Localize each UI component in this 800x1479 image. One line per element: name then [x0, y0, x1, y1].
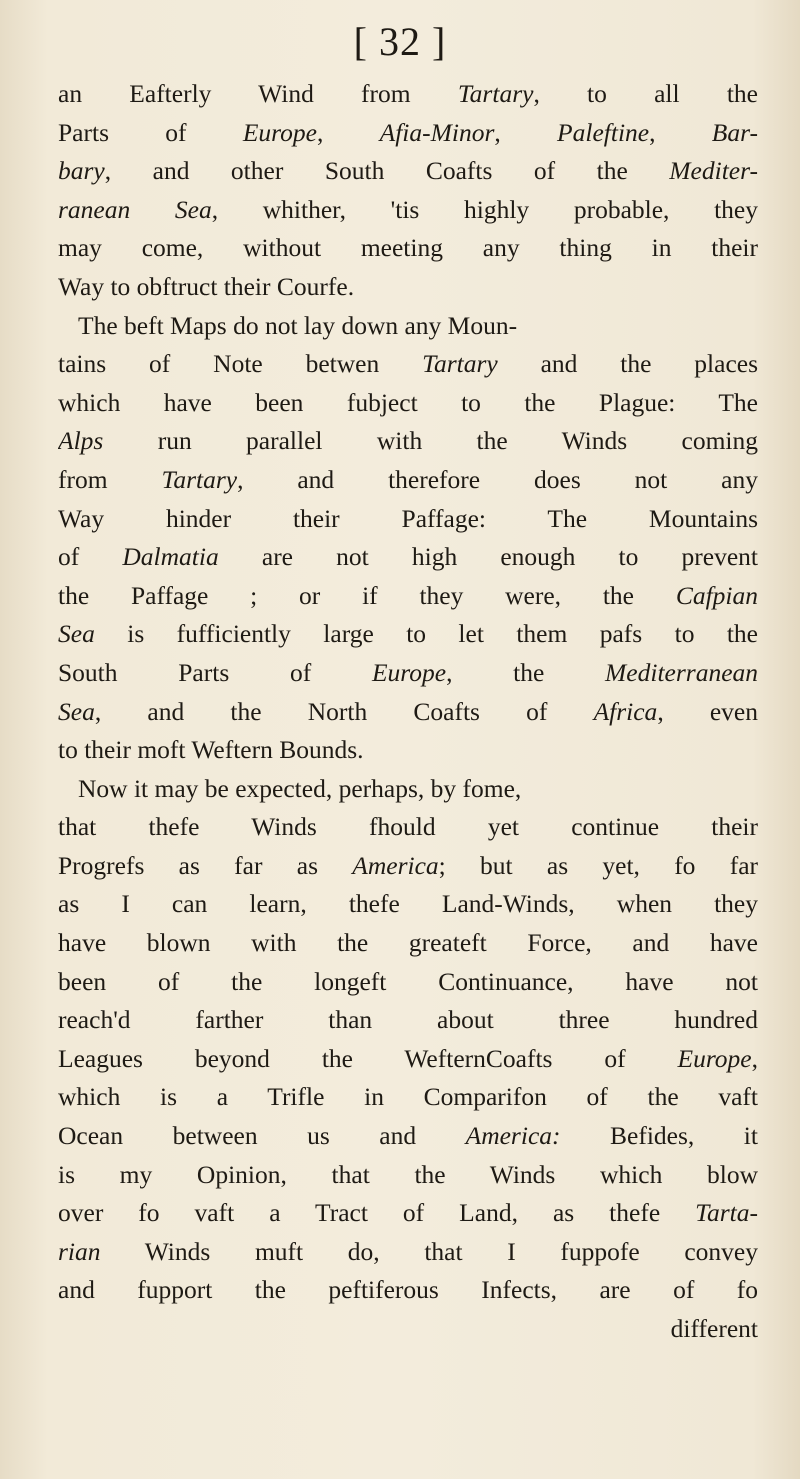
text-segment: Ocean between us and	[58, 1121, 466, 1151]
text-segment: that thefe Winds fhould yet continue their	[58, 812, 758, 842]
text-line	[58, 615, 758, 654]
text-line	[58, 1040, 758, 1079]
italic-text: Europe	[677, 1043, 752, 1073]
text-line	[58, 461, 758, 500]
text-line	[58, 1233, 758, 1272]
text-segment: , the	[446, 657, 606, 687]
text-segment: , to all the	[533, 79, 758, 108]
text-segment: the Paffage ; or if they were, the	[58, 580, 676, 610]
text-segment: , and other South Coafts of the	[104, 156, 670, 186]
text-segment: may come, without meeting any thing in their	[58, 233, 758, 263]
text-segment: an Eafterly Wind from	[58, 79, 458, 108]
text-segment: ,	[494, 117, 558, 147]
text-line	[58, 924, 758, 963]
body-text	[58, 75, 758, 1349]
italic-text: Europe	[242, 117, 317, 147]
text-segment: ,	[316, 117, 380, 147]
text-line	[58, 114, 758, 153]
text-line	[58, 1117, 758, 1156]
text-segment: The beft Maps do not lay down any Moun-	[78, 310, 518, 340]
text-segment: as I can learn, thefe Land-Winds, when they	[58, 889, 758, 919]
text-line	[58, 500, 758, 539]
text-line	[58, 229, 758, 268]
text-segment: Now it may be expected, perhaps, by fome,	[78, 773, 522, 803]
page-number-header: [ 32 ]	[353, 19, 447, 64]
text-line	[58, 847, 758, 886]
text-segment: which have been fubject to the Plague: The	[58, 387, 758, 417]
text-segment: over fo vaft a Tract of Land, as thefe	[58, 1198, 696, 1228]
italic-text: Tartary	[161, 464, 238, 494]
text-segment: is fufficiently large to let them pafs to the	[94, 619, 758, 649]
text-segment: ,	[751, 1043, 758, 1073]
text-line	[58, 268, 758, 307]
text-line	[58, 422, 758, 461]
text-line	[58, 693, 758, 732]
text-segment: to their moft Weftern Bounds.	[58, 735, 364, 765]
text-segment: , even	[657, 696, 758, 726]
italic-text: Dalmatia	[122, 542, 219, 572]
text-line	[58, 885, 758, 924]
text-segment: different	[670, 1314, 758, 1343]
text-segment: are not high enough to prevent	[218, 542, 758, 572]
italic-text: ranean Sea	[58, 194, 212, 224]
text-line	[58, 1156, 758, 1195]
italic-text: America:	[465, 1121, 561, 1151]
italic-text: Africa	[593, 696, 658, 726]
italic-text: Tartary	[457, 79, 534, 108]
text-segment: South Parts of	[58, 657, 372, 687]
text-segment: , and therefore does not any	[237, 464, 758, 494]
text-segment: ; but as yet, fo far	[438, 850, 758, 880]
italic-text: bary	[58, 156, 105, 186]
text-segment: been of the longeft Continuance, have not	[58, 966, 758, 996]
text-segment: from	[58, 464, 162, 494]
text-line	[58, 1271, 758, 1310]
text-line	[58, 152, 758, 191]
text-line	[58, 538, 758, 577]
italic-text: Mediterranean	[605, 657, 758, 687]
text-segment: Befides, it	[560, 1121, 758, 1151]
text-line	[58, 191, 758, 230]
text-segment: run parallel with the Winds coming	[103, 426, 758, 456]
text-line	[58, 1078, 758, 1117]
text-line	[58, 770, 758, 809]
italic-text: Alps	[58, 426, 104, 456]
italic-text: Europe	[371, 657, 447, 687]
italic-text: Afia-Minor	[379, 117, 495, 147]
text-segment: tains of Note betwen	[58, 349, 423, 379]
text-line	[58, 1194, 758, 1233]
italic-text: Sea	[58, 696, 95, 726]
text-segment: Leagues beyond the WefternCoafts of	[58, 1043, 678, 1073]
text-segment: which is a Trifle in Comparifon of the vaft	[58, 1082, 758, 1112]
text-segment: have blown with the greateft Force, and have	[58, 928, 758, 958]
italic-text: rian	[58, 1236, 101, 1266]
text-segment: Parts of	[58, 117, 243, 147]
text-line	[58, 345, 758, 384]
text-line	[58, 307, 758, 346]
text-line	[58, 654, 758, 693]
text-segment: is my Opinion, that the Winds which blow	[58, 1159, 758, 1189]
italic-text: Paleftine	[557, 117, 650, 147]
text-segment: reach'd farther than about three hundred	[58, 1005, 758, 1035]
text-segment: Way hinder their Paffage: The Mountains	[58, 503, 758, 533]
text-segment: and the places	[497, 349, 758, 379]
italic-text: Cafpian	[675, 580, 758, 610]
text-segment: of	[58, 542, 123, 572]
text-segment: Way to obftruct their Courfe.	[58, 271, 355, 301]
text-line	[58, 963, 758, 1002]
italic-text: Sea	[58, 619, 95, 649]
text-line	[58, 731, 758, 770]
text-line	[58, 75, 758, 114]
text-line	[58, 577, 758, 616]
italic-text: Tarta-	[695, 1198, 758, 1228]
text-segment: , whither, 'tis highly probable, they	[211, 194, 758, 224]
text-line	[58, 384, 758, 423]
italic-text: Bar-	[711, 117, 758, 147]
italic-text: Tartary	[422, 349, 498, 379]
text-line	[58, 1001, 758, 1040]
text-segment: Winds muft do, that I fuppofe convey	[100, 1236, 758, 1266]
italic-text: America	[352, 850, 439, 880]
text-segment: Progrefs as far as	[58, 850, 353, 880]
text-segment: ,	[649, 117, 712, 147]
text-line	[58, 808, 758, 847]
italic-text: Mediter-	[669, 156, 758, 186]
text-segment: , and the North Coafts of	[94, 696, 594, 726]
text-segment: and fupport the peftiferous Infects, are of fo	[58, 1275, 758, 1305]
text-line	[58, 1310, 758, 1349]
